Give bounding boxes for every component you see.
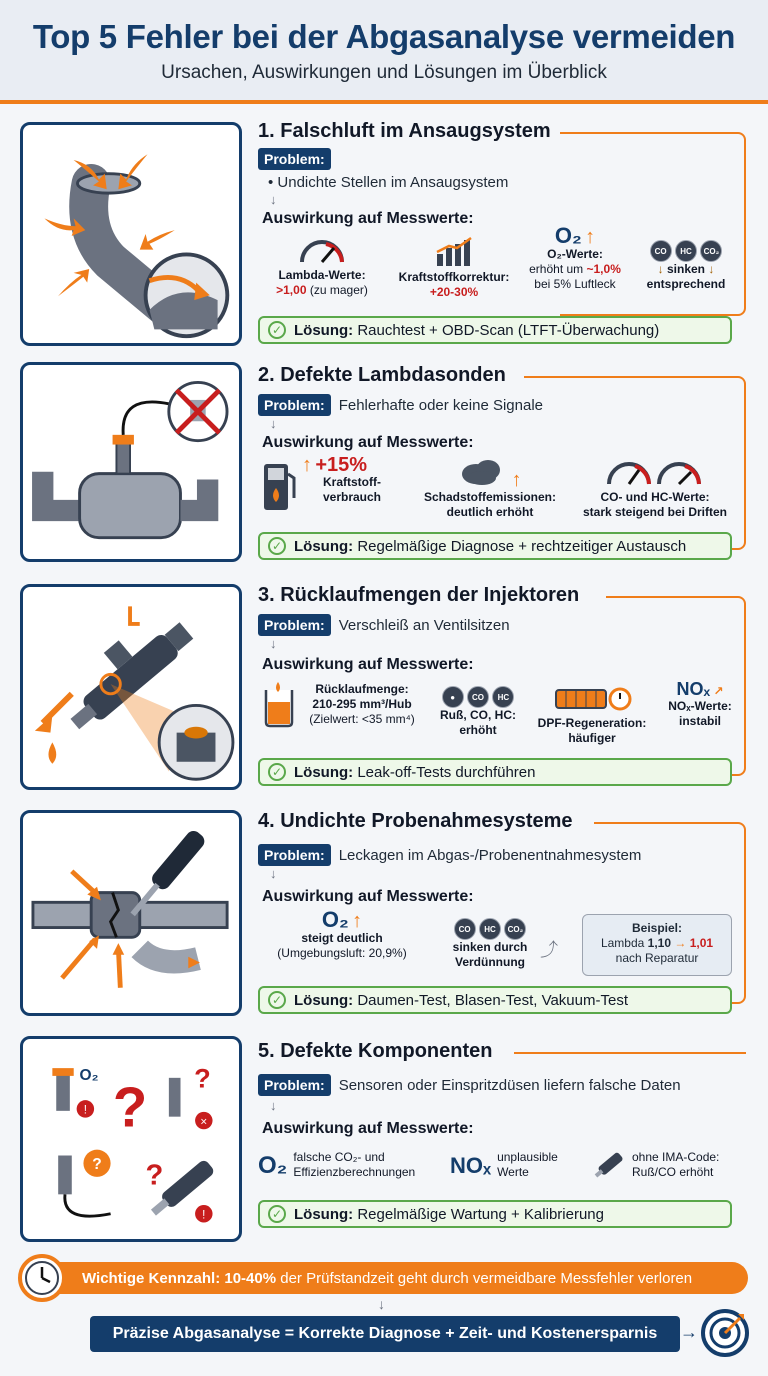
- arrow-down-icon: ↓: [708, 262, 715, 276]
- arrow-right-icon: →: [680, 1322, 698, 1342]
- section-5-problem: Sensoren oder Einspritzdüsen liefern falsche Daten: [338, 1076, 681, 1094]
- injector-icon: [592, 1148, 626, 1182]
- section-2-problem: Fehlerhafte oder keine Signale: [338, 396, 543, 414]
- hc-icon: HC: [675, 240, 697, 262]
- trend-up-icon: ↗: [713, 684, 724, 698]
- section-5-illustration: [20, 1036, 242, 1242]
- arrow-down-icon: ↓: [270, 866, 277, 881]
- arrow-down-icon: ↓: [270, 416, 277, 431]
- conclusion-banner: Präzise Abgasanalyse = Korrekte Diagnose + Zeit- und Kostenersparnis: [90, 1316, 680, 1352]
- lambda-sensor-icon: [23, 365, 239, 559]
- co2-icon: CO₂: [504, 918, 526, 940]
- section-1-problem: • Undichte Stellen im Ansaugsystem: [268, 174, 509, 191]
- intake-leak-icon: [23, 125, 239, 343]
- co2-icon: CO₂: [700, 240, 722, 262]
- metric-dpf: DPF-Regeneration: häufiger: [530, 684, 654, 746]
- section-3-problem-row: [258, 614, 510, 636]
- metric-o2: O₂ ↑ O₂-Werte: erhöht um ~1,0% bei 5% Luftleck: [529, 223, 621, 291]
- section-3-title: 3. Rücklaufmengen der Injektoren: [258, 584, 587, 607]
- metric-fuel-correction: Kraftstoffkorrektur: +20-30%: [392, 236, 516, 300]
- arrow-right-icon: ⤴: [540, 940, 558, 960]
- hc-icon: HC: [492, 686, 514, 708]
- beaker-icon: [260, 682, 296, 728]
- bar-chart-icon: [433, 236, 475, 266]
- problem-tag: Problem:: [258, 844, 331, 866]
- smoke-cloud-icon: [458, 456, 508, 486]
- arrow-up-icon: ↑: [585, 226, 596, 248]
- section-2-title: 2. Defekte Lambdasonden: [258, 364, 514, 387]
- svg-text:!: !: [202, 1208, 206, 1222]
- problem-tag: Problem:: [258, 1074, 331, 1096]
- co-icon: CO: [454, 918, 476, 940]
- section-3-illustration: [20, 584, 242, 790]
- metric-fuel-consumption: ↑ +15% Kraftstoff- verbrauch: [262, 458, 402, 514]
- metric-ima: ohne IMA-Code: Ruß/CO erhöht: [592, 1148, 742, 1182]
- section-2-impact-head: Auswirkung auf Messwerte:: [262, 434, 474, 451]
- o2-icon: O₂: [554, 223, 582, 248]
- fuel-pump-icon: [262, 458, 298, 514]
- svg-text:?: ?: [194, 1062, 211, 1094]
- page-title: Top 5 Fehler bei der Abgasanalyse vermeiden: [32, 18, 736, 55]
- section-5-frame: [514, 1052, 746, 1054]
- header: [0, 0, 768, 104]
- svg-text:!: !: [83, 1103, 87, 1117]
- section-3-impact-head: Auswirkung auf Messwerte:: [262, 656, 474, 673]
- section-4-impact-head: Auswirkung auf Messwerte:: [262, 888, 474, 905]
- metric-dilution: CO HC CO₂ sinken durch Verdünnung: [440, 918, 540, 970]
- co-icon: CO: [467, 686, 489, 708]
- metric-emissions: ↑ Schadstoffemissionen: deutlich erhöht: [412, 456, 568, 520]
- faulty-components-icon: [23, 1039, 239, 1239]
- section-5-solution: ✓ Lösung: Regelmäßige Wartung + Kalibrierung: [258, 1200, 732, 1228]
- section-4-problem: Leckagen im Abgas-/Probenentnahmesystem: [338, 846, 642, 864]
- arrow-down-icon: ↓: [270, 1098, 277, 1113]
- problem-tag: Problem:: [258, 148, 331, 170]
- arrow-up-icon: ↑: [302, 454, 312, 476]
- svg-text:?: ?: [145, 1159, 164, 1192]
- dpf-filter-icon: [552, 684, 632, 712]
- arrow-down-icon: ↓: [378, 1296, 385, 1312]
- section-2-problem-row: [258, 394, 543, 416]
- section-5-title: 5. Defekte Komponenten: [258, 1040, 500, 1063]
- injector-icon: [23, 587, 239, 787]
- metric-implausible: NOₓ unplausible Werte: [450, 1150, 558, 1179]
- metric-return-flow: Rücklaufmenge: 210-295 mm³/Hub (Zielwert: <35 mm⁴): [260, 682, 424, 728]
- arrow-down-icon: ↓: [270, 636, 277, 651]
- svg-text:O₂: O₂: [79, 1066, 99, 1084]
- metric-soot: ● CO HC Ruß, CO, HC: erhöht: [428, 686, 528, 738]
- section-1-impact-head: Auswirkung auf Messwerte:: [262, 210, 474, 227]
- metric-lambda: Lambda-Werte: >1,00 (zu mager): [262, 236, 382, 298]
- section-4-problem-row: [258, 844, 641, 866]
- section-2-illustration: [20, 362, 242, 562]
- section-2-solution: ✓ Lösung: Regelmäßige Diagnose + rechtzeitiger Austausch: [258, 532, 732, 560]
- nox-icon: NOₓ: [450, 1152, 492, 1178]
- check-icon: ✓: [268, 1205, 286, 1223]
- check-icon: ✓: [268, 991, 286, 1009]
- soot-icon: ●: [442, 686, 464, 708]
- section-1-illustration: [20, 122, 242, 346]
- metric-o2-rise: O₂ ↑ steigt deutlich (Umgebungsluft: 20,9%): [277, 907, 407, 960]
- problem-tag: Problem:: [258, 614, 331, 636]
- o2-icon: O₂: [258, 1151, 288, 1179]
- svg-text:?: ?: [92, 1156, 102, 1174]
- co-icon: CO: [650, 240, 672, 262]
- clock-icon: [18, 1254, 66, 1302]
- section-4-illustration: [20, 810, 242, 1016]
- section-4-title: 4. Undichte Probenahmesysteme: [258, 810, 581, 833]
- section-3-problem: Verschleiß an Ventilsitzen: [338, 616, 510, 634]
- svg-text:?: ?: [112, 1075, 148, 1139]
- key-metric-banner: Wichtige Kennzahl: 10-40% der Prüfstandzeit geht durch vermeidbare Messfehler verloren: [20, 1262, 748, 1294]
- check-icon: ✓: [268, 321, 286, 339]
- page-subtitle: Ursachen, Auswirkungen und Lösungen im Überblick: [161, 62, 607, 83]
- dual-gauge-icon: [605, 456, 705, 486]
- section-5-problem-row: [258, 1074, 681, 1096]
- gauge-icon: [298, 236, 346, 264]
- arrow-up-icon: ↑: [511, 469, 522, 491]
- check-icon: ✓: [268, 537, 286, 555]
- arrow-up-icon: ↑: [352, 910, 363, 932]
- metric-co2-calc: O₂ falsche CO₂- und Effizienzberechnungen: [258, 1150, 416, 1179]
- section-3-solution: ✓ Lösung: Leak-off-Tests durchführen: [258, 758, 732, 786]
- section-1-problem-row: [258, 148, 331, 170]
- sampling-leak-icon: [23, 813, 239, 1013]
- target-icon: [700, 1308, 750, 1358]
- svg-text:×: ×: [200, 1115, 208, 1129]
- example-box: Beispiel: Lambda 1,10 → 1,01 nach Reparatur: [582, 914, 732, 976]
- section-5-impact-head: Auswirkung auf Messwerte:: [262, 1120, 474, 1137]
- problem-tag: Problem:: [258, 394, 331, 416]
- arrow-down-icon: ↓: [270, 192, 277, 207]
- section-1-title: 1. Falschluft im Ansaugsystem: [258, 120, 559, 143]
- metric-co-hc: CO- und HC-Werte: stark steigend bei Driften: [572, 456, 738, 520]
- section-1-solution: ✓ Lösung: Rauchtest + OBD-Scan (LTFT-Überwachung): [258, 316, 732, 344]
- nox-icon: NOₓ: [676, 679, 711, 699]
- arrow-down-icon: ↓: [657, 262, 664, 276]
- metric-nox: NOₓ ↗ NOₓ-Werte: instabil: [668, 679, 732, 728]
- check-icon: ✓: [268, 763, 286, 781]
- metric-gases: CO HC CO₂ ↓ sinken ↓ entsprechend: [634, 240, 738, 292]
- section-4-solution: ✓ Lösung: Daumen-Test, Blasen-Test, Vakuum-Test: [258, 986, 732, 1014]
- o2-icon: O₂: [321, 907, 349, 932]
- hc-icon: HC: [479, 918, 501, 940]
